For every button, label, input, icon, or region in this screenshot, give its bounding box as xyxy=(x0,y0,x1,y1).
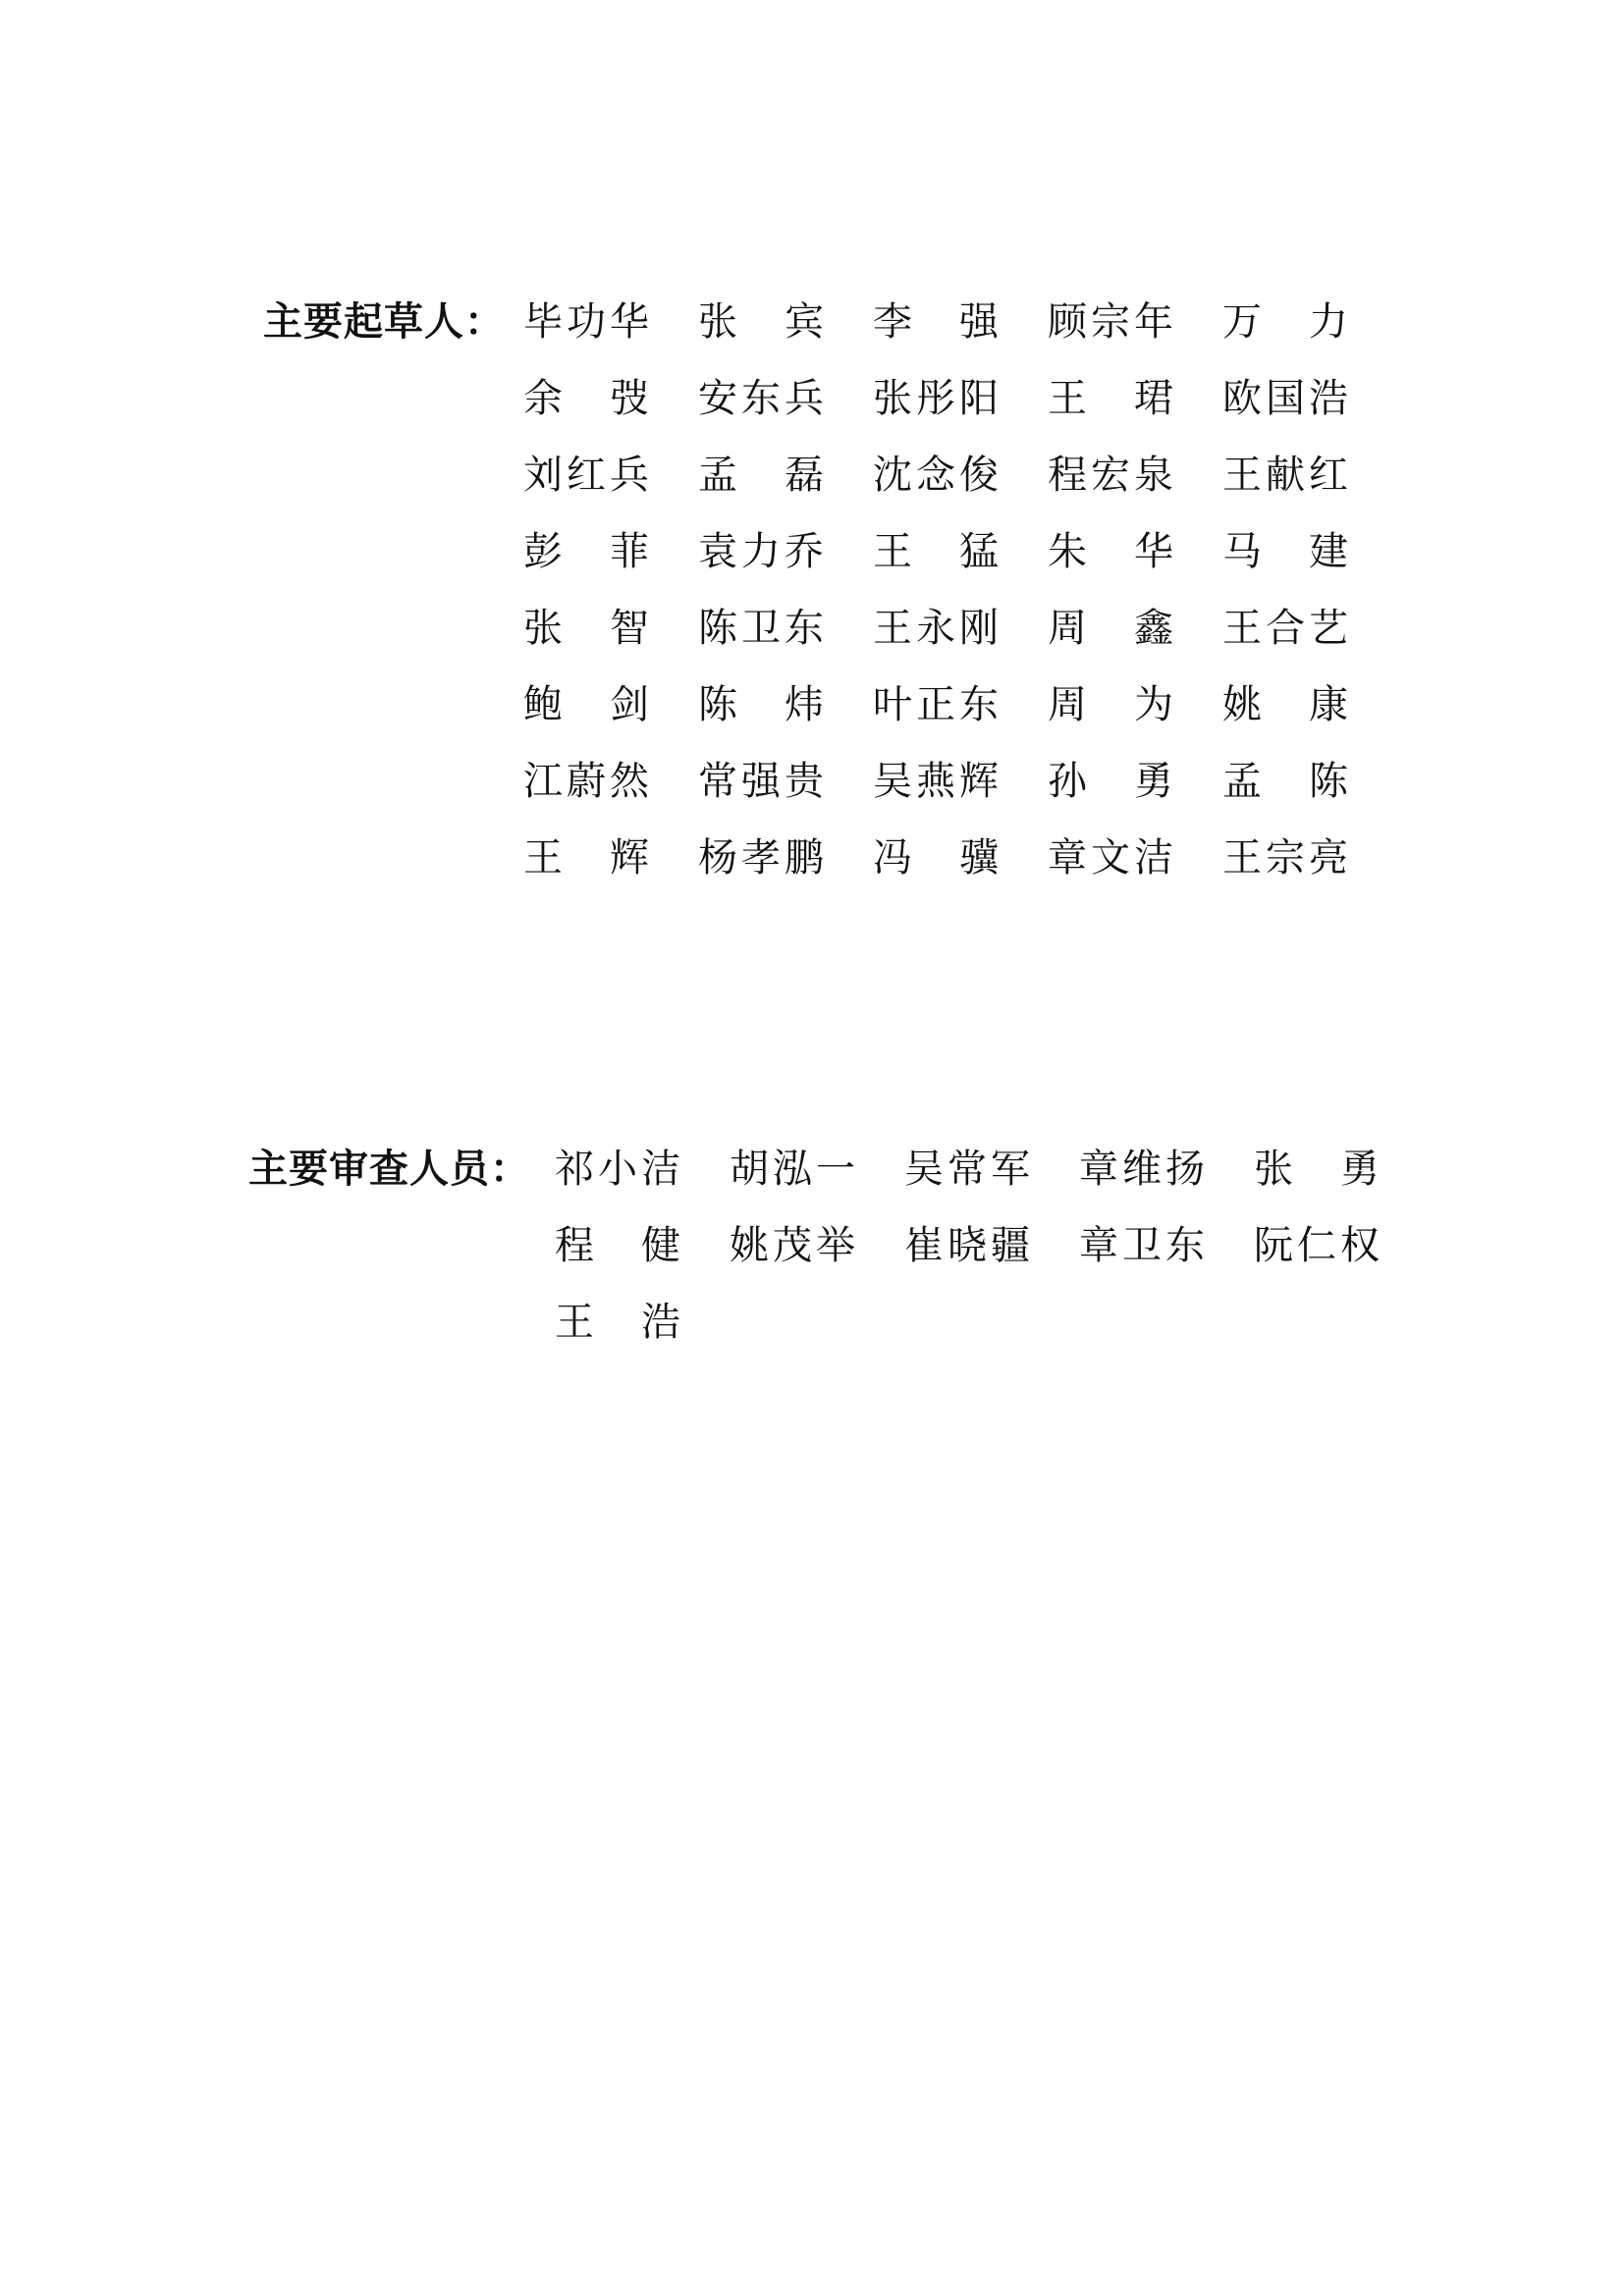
drafters-section xyxy=(0,284,1624,912)
drafter-name: 王合艺 xyxy=(1222,606,1348,651)
reviewers-label: 主要审查人员： xyxy=(248,1147,530,1192)
drafter-name: 顾宗年 xyxy=(1048,299,1173,345)
drafter-name: 余 弢 xyxy=(523,376,649,421)
reviewers-name-list xyxy=(555,1131,1380,1361)
drafter-name: 孟 陈 xyxy=(1222,759,1348,804)
drafter-name: 周 鑫 xyxy=(1048,606,1173,651)
reviewer-name: 王 浩 xyxy=(555,1300,680,1345)
drafter-name: 常强贵 xyxy=(698,759,824,804)
drafter-name: 张彤阳 xyxy=(873,376,999,421)
drafter-name: 程宏泉 xyxy=(1048,453,1173,498)
drafter-name: 叶正东 xyxy=(873,682,999,727)
drafter-name: 沈念俊 xyxy=(873,453,999,498)
reviewer-name: 张 勇 xyxy=(1254,1147,1380,1192)
drafter-name: 彭 菲 xyxy=(523,529,649,574)
drafter-name: 袁力乔 xyxy=(698,529,824,574)
drafter-name: 毕功华 xyxy=(523,299,649,345)
drafter-name: 吴燕辉 xyxy=(873,759,999,804)
reviewer-name: 阮仁权 xyxy=(1254,1223,1380,1268)
drafter-name: 江蔚然 xyxy=(523,759,649,804)
reviewers-section xyxy=(0,1131,1624,1347)
drafter-name: 孟 磊 xyxy=(698,453,824,498)
drafter-name: 张 宾 xyxy=(698,299,824,345)
reviewer-name: 吴常军 xyxy=(904,1147,1030,1192)
reviewer-name: 姚茂举 xyxy=(730,1223,855,1268)
drafter-name: 王 猛 xyxy=(873,529,999,574)
reviewer-name: 章维扬 xyxy=(1079,1147,1205,1192)
reviewer-name: 崔晓疆 xyxy=(904,1223,1030,1268)
drafter-name: 王献红 xyxy=(1222,453,1348,498)
drafter-name: 王永刚 xyxy=(873,606,999,651)
drafter-name: 刘红兵 xyxy=(523,453,649,498)
reviewer-name: 程 健 xyxy=(555,1223,680,1268)
drafter-name: 鲍 剑 xyxy=(523,682,649,727)
drafter-name: 马 建 xyxy=(1222,529,1348,574)
reviewer-name: 胡泓一 xyxy=(730,1147,855,1192)
drafter-name: 王 辉 xyxy=(523,835,649,881)
drafter-name: 孙 勇 xyxy=(1048,759,1173,804)
drafters-name-list xyxy=(523,284,1348,896)
drafter-name: 冯 骥 xyxy=(873,835,999,881)
reviewer-name: 祁小洁 xyxy=(555,1147,680,1192)
drafter-name: 欧国浩 xyxy=(1222,376,1348,421)
drafter-name: 陈 炜 xyxy=(698,682,824,727)
drafter-name: 张 智 xyxy=(523,606,649,651)
drafter-name: 李 强 xyxy=(873,299,999,345)
drafter-name: 陈卫东 xyxy=(698,606,824,651)
drafter-name: 姚 康 xyxy=(1222,682,1348,727)
drafter-name: 王 珺 xyxy=(1048,376,1173,421)
drafters-label: 主要起草人： xyxy=(263,299,505,345)
drafter-name: 安东兵 xyxy=(698,376,824,421)
drafter-name: 周 为 xyxy=(1048,682,1173,727)
drafter-name: 朱 华 xyxy=(1048,529,1173,574)
reviewer-name: 章卫东 xyxy=(1079,1223,1205,1268)
drafter-name: 王宗亮 xyxy=(1222,835,1348,881)
drafter-name: 章文洁 xyxy=(1048,835,1173,881)
drafter-name: 杨孝鹏 xyxy=(698,835,824,881)
drafter-name: 万 力 xyxy=(1222,299,1348,345)
